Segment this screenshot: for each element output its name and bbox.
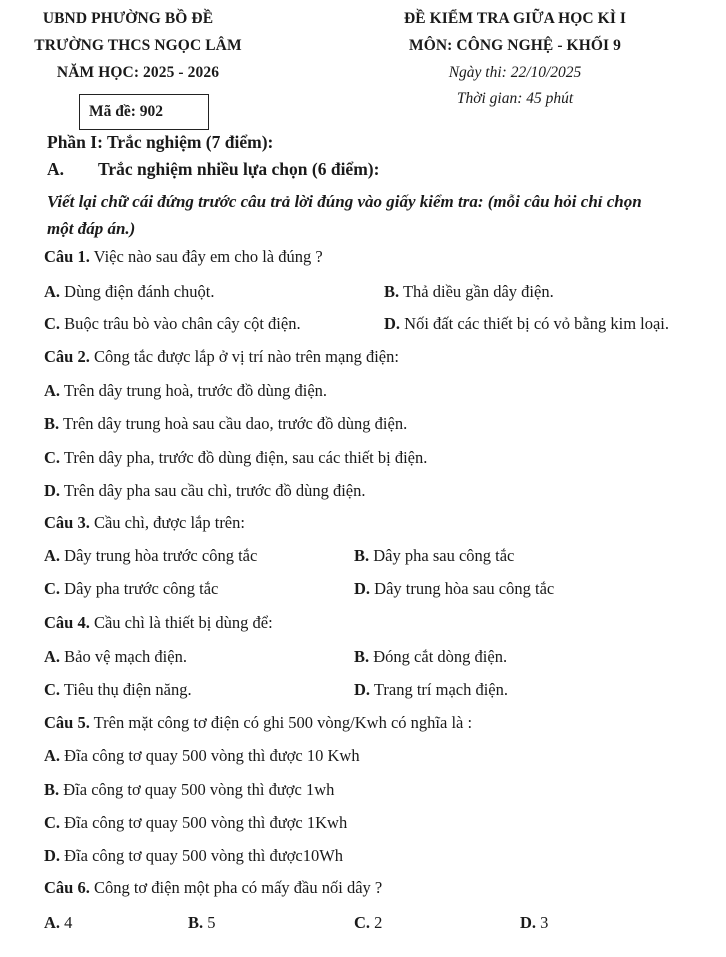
q3-option-c: C. Dây pha trước công tắc (44, 579, 219, 598)
question-text: Công tơ điện một pha có mấy đầu nối dây ? (93, 878, 383, 897)
q1-option-a: A. Dùng điện đánh chuột. (44, 282, 215, 301)
question-number: Câu 4. (44, 613, 90, 632)
q4-option-a: A. Bảo vệ mạch điện. (44, 647, 187, 666)
q6-option-a: A. 4 (44, 913, 73, 932)
school-year: NĂM HỌC: 2025 - 2026 (56, 64, 220, 81)
q6-option-b: B. 5 (188, 913, 216, 932)
question-4 (44, 613, 273, 633)
question-number: Câu 2. (44, 347, 90, 366)
instruction-line-2: một đáp án.) (47, 219, 136, 238)
exam-duration: Thời gian: 45 phút (456, 90, 574, 107)
question-1 (44, 247, 323, 267)
q6-option-d: D. 3 (520, 913, 549, 932)
q5-option-d: D. Đĩa công tơ quay 500 vòng thì được10Wh (44, 846, 344, 865)
exam-code: Mã đề: 902 (89, 103, 164, 120)
question-5 (44, 713, 472, 733)
q5-option-b: B. Đĩa công tơ quay 500 vòng thì được 1wh (44, 780, 335, 799)
district-name: UBND PHƯỜNG BỒ ĐỀ (42, 10, 214, 27)
question-text: Cầu chì, được lắp trên: (93, 513, 245, 532)
q1-option-c: C. Buộc trâu bò vào chân cây cột điện. (44, 314, 301, 333)
section-a-letter: A. (47, 159, 65, 179)
exam-date: Ngày thi: 22/10/2025 (448, 64, 582, 81)
q3-option-a: A. Dây trung hòa trước công tắc (44, 546, 258, 565)
question-text: Công tắc được lắp ở vị trí nào trên mạng điện: (93, 347, 399, 366)
q4-option-d: D. Trang trí mạch điện. (354, 680, 508, 699)
question-text: Cầu chì là thiết bị dùng để: (93, 613, 273, 632)
question-number: Câu 1. (44, 247, 90, 266)
q4-option-c: C. Tiêu thụ điện năng. (44, 680, 192, 699)
question-2 (44, 347, 399, 367)
section-a-title: Trắc nghiệm nhiều lựa chọn (6 điểm): (98, 159, 380, 179)
q3-option-d: D. Dây trung hòa sau công tắc (354, 579, 555, 598)
instruction-line-1: Viết lại chữ cái đứng trước câu trả lời đúng vào giấy kiểm tra: (mỗi câu hỏi chỉ chọn (47, 192, 642, 211)
q5-option-a: A. Đĩa công tơ quay 500 vòng thì được 10 Kwh (44, 746, 360, 765)
q6-option-c: C. 2 (354, 913, 383, 932)
q5-option-c: C. Đĩa công tơ quay 500 vòng thì được 1Kwh (44, 813, 348, 832)
subject-line: MÔN: CÔNG NGHỆ - KHỐI 9 (409, 37, 621, 54)
q2-option-b: B. Trên dây trung hoà sau cầu dao, trước đồ dùng điện. (44, 414, 408, 433)
q1-option-d: D. Nối đất các thiết bị có vỏ bằng kim loại. (384, 314, 670, 333)
question-number: Câu 3. (44, 513, 90, 532)
q2-option-c: C. Trên dây pha, trước đồ dùng điện, sau các thiết bị điện. (44, 448, 428, 467)
exam-title: ĐỀ KIỂM TRA GIỮA HỌC KÌ I (403, 10, 627, 27)
question-text: Việc nào sau đây em cho là đúng ? (93, 247, 323, 266)
question-text: Trên mặt công tơ điện có ghi 500 vòng/Kwh có nghĩa là : (93, 713, 473, 732)
question-6 (44, 878, 382, 898)
question-3 (44, 513, 245, 533)
question-number: Câu 6. (44, 878, 90, 897)
q2-option-d: D. Trên dây pha sau cầu chì, trước đồ dùng điện. (44, 481, 366, 500)
question-number: Câu 5. (44, 713, 90, 732)
q2-option-a: A. Trên dây trung hoà, trước đồ dùng điện. (44, 381, 328, 400)
school-name: TRƯỜNG THCS NGỌC LÂM (34, 37, 242, 54)
q3-option-b: B. Dây pha sau công tắc (354, 546, 515, 565)
part-title: Phần I: Trắc nghiệm (7 điểm): (47, 132, 274, 152)
q1-option-b: B. Thả diều gần dây điện. (384, 282, 554, 301)
q4-option-b: B. Đóng cắt dòng điện. (354, 647, 508, 666)
exam-code-box (79, 94, 209, 130)
